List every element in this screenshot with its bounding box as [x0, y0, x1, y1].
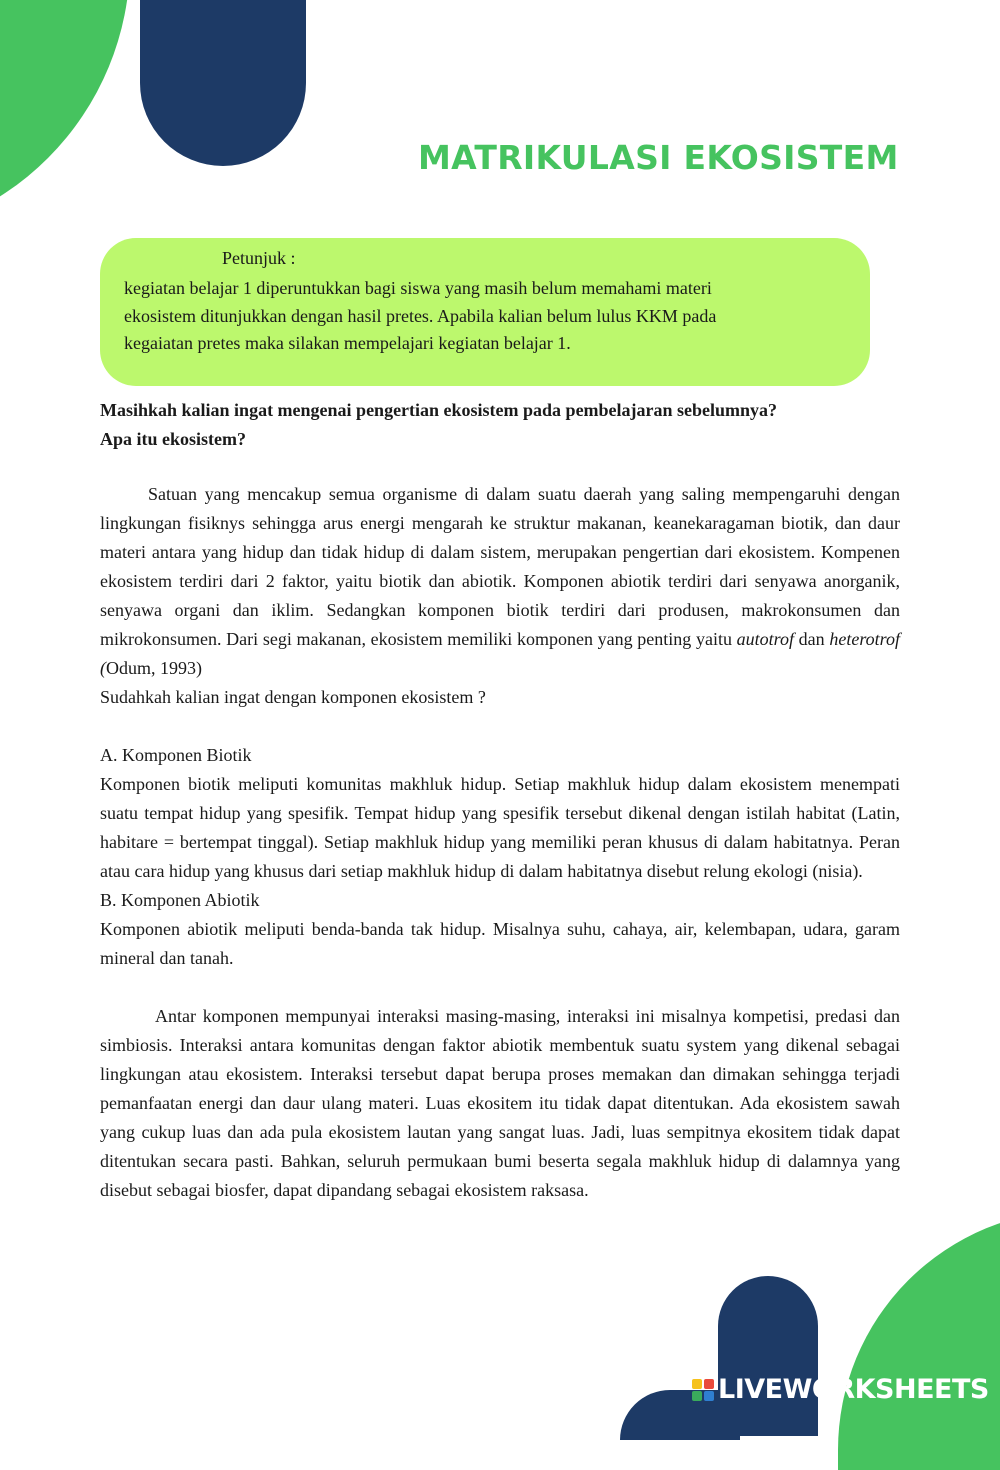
question	[100, 396, 900, 454]
biotic-paragraph: Komponen biotik meliputi komunitas makhluk hidup. Setiap makhluk hidup dalam ekosistem menempati suatu tempat hidup yang spesifik. Tempat hidup yang spesifik tersebut dikenal dengan istilah habitat (Latin, habitare = bertempat tinggal). Setiap makhluk hidup yang memiliki peran khusus di dalam habitatnya. Peran atau cara hidup yang khusus dari setiap makhluk hidup di dalam habitatnya disebut relung ekologi (nisia).	[100, 774, 900, 881]
watermark-text: LIVEWORKSHEETS	[718, 1374, 989, 1405]
citation: Odum, 1993)	[106, 658, 202, 678]
decor-green-quarter-circle-top-left	[0, 0, 130, 240]
instruction-line: kegiatan belajar 1 diperuntukkan bagi siswa yang masih belum memahami materi	[124, 278, 712, 298]
decor-navy-semicircle-top	[140, 0, 306, 166]
biotic-heading: A. Komponen Biotik	[100, 745, 252, 765]
main-content	[100, 396, 900, 1205]
decor-green-quarter-circle-bottom-right	[838, 1210, 1000, 1470]
question-line-1: Masihkah kalian ingat mengenai pengertian ekosistem pada pembelajaran sebelumnya?	[100, 400, 778, 420]
term-heterotrof: heterotrof (	[100, 629, 900, 678]
definition-text: Satuan yang mencakup semua organisme di dalam suatu daerah yang saling mempengaruhi dengan lingkungan fisiknys sehingga arus energi mengarah ke struktur makanan, keanekaragaman biotik, dan daur materi antara yang hidup dan tidak hidup di dalam sistem, merupakan pengertian dari ekosistem. Kompenen ekosistem terdiri dari 2 faktor, yaitu biotik dan abiotik. Komponen abiotik terdiri dari senyawa anorganik, senyawa organi dan iklim. Sedangkan komponen biotik terdiri dari produsen, makrokonsumen dan mikrokonsumen. Dari segi makanan, ekosistem memiliki komponen yang penting yaitu	[100, 484, 900, 649]
liveworksheets-watermark	[692, 1374, 989, 1405]
instruction-line: ekosistem ditunjukkan dengan hasil pretes. Apabila kalian belum lulus KKM pada	[124, 305, 717, 326]
logo-square-3	[692, 1391, 702, 1401]
liveworksheets-logo-icon	[692, 1379, 714, 1401]
instruction-text	[124, 275, 814, 358]
term-connector: dan	[794, 629, 830, 649]
definition-paragraph	[100, 480, 900, 683]
followup-question: Sudahkah kalian ingat dengan komponen ekosistem ?	[100, 687, 486, 707]
abiotic-paragraph: Komponen abiotik meliputi benda-banda tak hidup. Misalnya suhu, cahaya, air, kelembapan, udara, garam mineral dan tanah.	[100, 919, 900, 968]
question-line-2: Apa itu ekosistem?	[100, 429, 247, 449]
instruction-box	[100, 238, 870, 386]
term-autotrof: autotrof	[736, 629, 794, 649]
instruction-heading: Petunjuk :	[222, 248, 296, 268]
instruction-line: kegaiatan pretes maka silakan mempelajari kegiatan belajar 1.	[124, 333, 571, 353]
page-title: MATRIKULASI EKOSISTEM	[418, 138, 899, 177]
logo-square-1	[692, 1379, 702, 1389]
logo-square-2	[704, 1379, 714, 1389]
logo-square-4	[704, 1391, 714, 1401]
interaction-paragraph: Antar komponen mempunyai interaksi masing-masing, interaksi ini misalnya kompetisi, predasi dan simbiosis. Interaksi antara komunitas dengan faktor abiotik membentuk suatu system yang dikenal sebagai lingkungan atau ekosistem. Interaksi tersebut dapat berupa proses memakan dan dimakan sehingga terjadi pemanfaatan energi dan daur ulang materi. Luas ekositem itu tidak dapat ditentukan. Ada ekosistem sawah yang cukup luas dan ada pula ekosistem lautan yang sangat luas. Jadi, luas sempitnya ekositem tidak dapat ditentukan secara pasti. Bahkan, seluruh permukaan bumi beserta segala makhluk hidup di dalamnya yang disebut sebagai biosfer, dapat dipandang sebagai ekosistem raksasa.	[100, 1006, 900, 1200]
abiotic-heading: B. Komponen Abiotik	[100, 890, 260, 910]
